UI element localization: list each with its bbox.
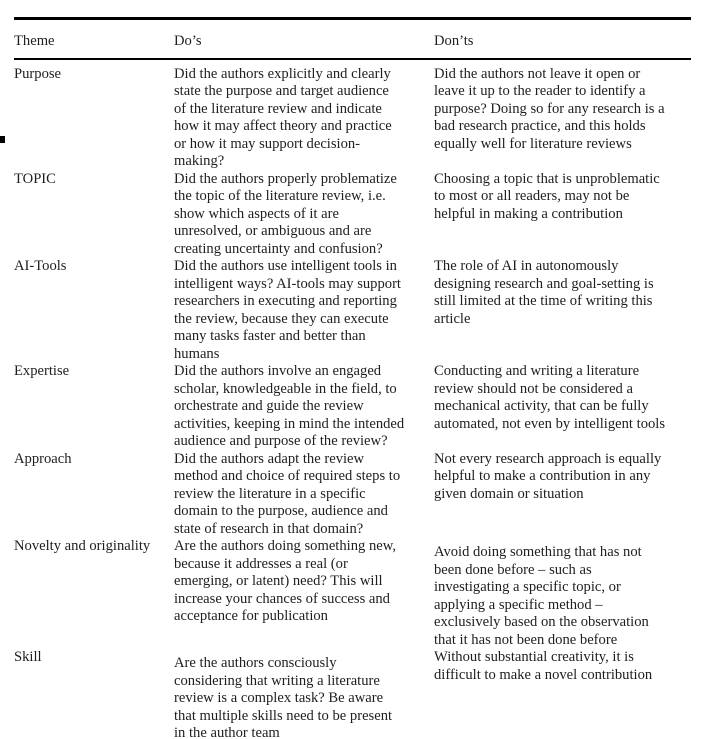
table-row-skill (14, 649, 691, 739)
table-header-row (14, 20, 691, 60)
table-row-topic (14, 171, 691, 259)
theme-cell: Novelty and originality (14, 538, 151, 554)
column-header-donts: Don’ts (434, 33, 474, 49)
dos-cell: Did the authors explicitly and clearly state the purpose and target audience of the literature review and indicate how it may affect theory and practice or how it may support decision- making? (174, 65, 392, 169)
table-row-purpose (14, 66, 691, 171)
theme-cell: AI-Tools (14, 258, 67, 274)
dos-donts-table (14, 17, 691, 739)
donts-cell: Did the authors not leave it open or leave it up to the reader to identify a purpose? Doing so for any research is a bad research practice, and this holds equally well for literature reviews (434, 65, 665, 152)
theme-cell: Expertise (14, 363, 70, 379)
dos-cell: Are the authors doing something new, because it addresses a real (or emerging, or latent) need? This will increase your chances of success and acceptance for publication (174, 538, 396, 624)
dos-cell: Did the authors use intelligent tools in intelligent ways? AI-tools may support researchers in executing and reporting the review, because they can execute many tasks faster and better than humans (174, 258, 401, 362)
theme-cell: Skill (14, 649, 42, 665)
dos-cell: Did the authors properly problematize the topic of the literature review, i.e. show which aspects of it are unresolved, or ambiguous and are creating uncertainty and confusion? (174, 170, 397, 257)
donts-cell: Avoid doing something that has not been done before – such as investigating a specific topic, or applying a specific method – exclusively based on the observation that it has not been done before (434, 544, 649, 648)
dos-cell: Are the authors consciously considering that writing a literature review is a complex task? Be aware that multiple skills need to be present in the author team (174, 655, 393, 739)
table-body (14, 60, 691, 739)
donts-cell: Not every research approach is equally helpful to make a contribution in any given domain or situation (434, 450, 662, 502)
table-row-approach (14, 451, 691, 539)
table-row-novelty-and-originality (14, 538, 691, 649)
table-row-ai-tools (14, 258, 691, 363)
theme-cell: Approach (14, 450, 72, 467)
theme-cell: Purpose (14, 65, 62, 82)
donts-cell: The role of AI in autonomously designing research and goal-setting is still limited at the time of writing this article (434, 258, 654, 327)
donts-cell: Without substantial creativity, it is difficult to make a novel contribution (434, 649, 653, 683)
left-margin-artifact-mark (0, 136, 5, 143)
theme-cell: TOPIC (14, 170, 56, 187)
column-header-dos: Do’s (174, 33, 202, 49)
column-header-theme: Theme (14, 33, 55, 49)
dos-cell: Did the authors adapt the review method and choice of required steps to review the literature in a specific domain to the purpose, audience and state of research in that domain? (174, 450, 401, 537)
table-row-expertise (14, 363, 691, 451)
donts-cell: Conducting and writing a literature review should not be considered a mechanical activity, that can be fully automated, not even by intelligent tools (434, 363, 666, 432)
donts-cell: Choosing a topic that is unproblematic to most or all readers, may not be helpful in making a contribution (434, 170, 660, 222)
dos-cell: Did the authors involve an engaged scholar, knowledgeable in the field, to orchestrate and guide the review activities, keeping in mind the intended audience and purpose of the review? (174, 363, 405, 449)
